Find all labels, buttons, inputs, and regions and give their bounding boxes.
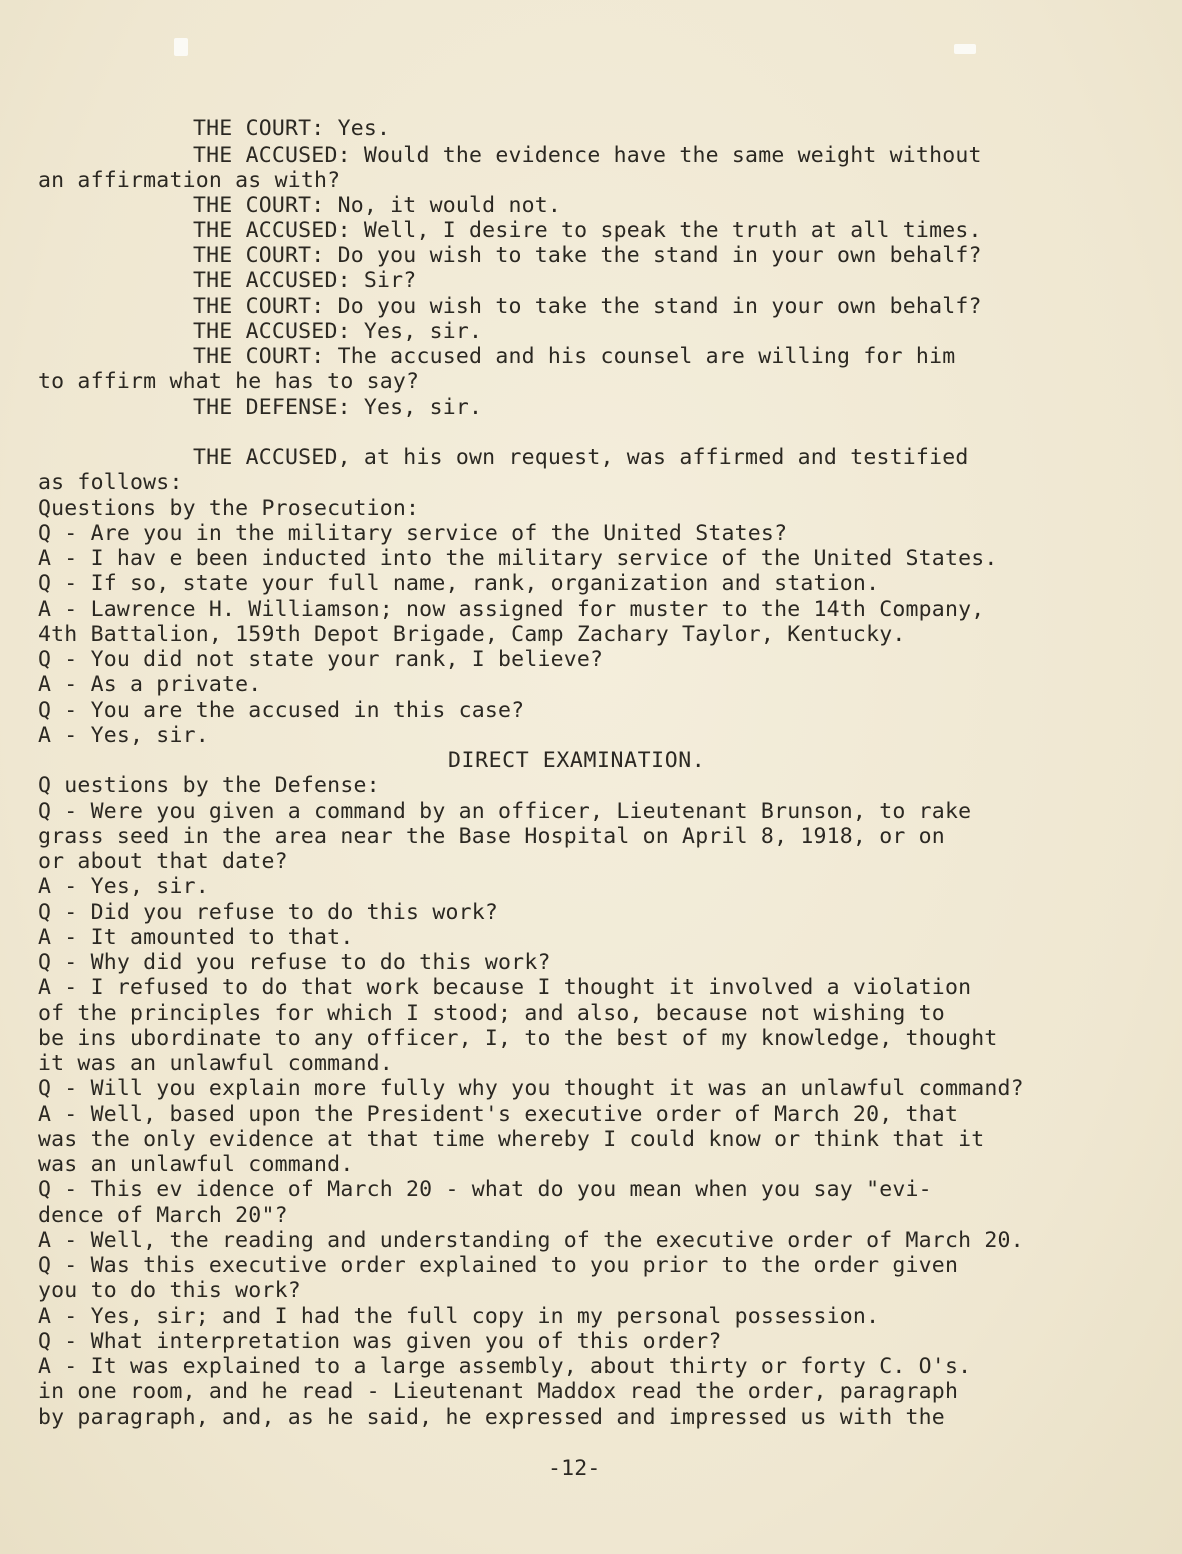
transcript-line: Q - Were you given a command by an officer, Lieutenant Brunson, to rake bbox=[38, 799, 972, 824]
transcript-line: A - I refused to do that work because I thought it involved a violation bbox=[38, 975, 972, 1000]
transcript-line: Q - Was this executive order explained to you prior to the order given bbox=[38, 1253, 959, 1278]
transcript-line: Q - Why did you refuse to do this work? bbox=[38, 950, 551, 975]
section-heading: DIRECT EXAMINATION. bbox=[448, 748, 706, 773]
transcript-line: A - Yes, sir; and I had the full copy in my personal possession. bbox=[38, 1304, 880, 1329]
transcript-line: or about that date? bbox=[38, 849, 288, 874]
hole-punch-mark bbox=[174, 38, 188, 56]
transcript-line: Questions by the Prosecution: bbox=[38, 496, 420, 521]
transcript-line: it was an unlawful command. bbox=[38, 1051, 393, 1076]
transcript-line: A - Well, the reading and understanding of the executive order of March 20. bbox=[38, 1228, 1024, 1253]
transcript-line: THE DEFENSE: Yes, sir. bbox=[193, 395, 483, 420]
transcript-line: was the only evidence at that time whereby I could know or think that it bbox=[38, 1127, 985, 1152]
transcript-line: Q - This ev idence of March 20 - what do you mean when you say "evi- bbox=[38, 1177, 932, 1202]
transcript-line: THE ACCUSED: Would the evidence have the same weight without bbox=[193, 143, 982, 168]
transcript-line: in one room, and he read - Lieutenant Maddox read the order, paragraph bbox=[38, 1379, 959, 1404]
transcript-line: A - Well, based upon the President's executive order of March 20, that bbox=[38, 1102, 959, 1127]
transcript-line: of the principles for which I stood; and also, because not wishing to bbox=[38, 1001, 945, 1026]
transcript-line: dence of March 20"? bbox=[38, 1203, 288, 1228]
transcript-line: A - I hav e been inducted into the military service of the United States. bbox=[38, 546, 998, 571]
page-number: -12- bbox=[548, 1456, 601, 1481]
transcript-line: Q - You are the accused in this case? bbox=[38, 698, 525, 723]
transcript-line: THE COURT: Yes. bbox=[193, 116, 391, 141]
transcript-line: 4th Battalion, 159th Depot Brigade, Camp Zachary Taylor, Kentucky. bbox=[38, 622, 906, 647]
transcript-line: A - It was explained to a large assembly, about thirty or forty C. O's. bbox=[38, 1354, 972, 1379]
transcript-line: A - It amounted to that. bbox=[38, 925, 354, 950]
transcript-line: THE ACCUSED: Well, I desire to speak the truth at all times. bbox=[193, 218, 982, 243]
transcript-line: as follows: bbox=[38, 470, 183, 495]
transcript-line: you to do this work? bbox=[38, 1278, 301, 1303]
transcript-line: A - As a private. bbox=[38, 672, 262, 697]
transcript-line: Q - You did not state your rank, I believe? bbox=[38, 647, 604, 672]
hole-punch-mark bbox=[954, 44, 976, 54]
transcript-line: grass seed in the area near the Base Hospital on April 8, 1918, or on bbox=[38, 824, 945, 849]
transcript-line: Q - What interpretation was given you of this order? bbox=[38, 1329, 722, 1354]
transcript-line: THE ACCUSED, at his own request, was affirmed and testified bbox=[193, 445, 969, 470]
transcript-line: was an unlawful command. bbox=[38, 1152, 354, 1177]
transcript-line: THE ACCUSED: Sir? bbox=[193, 268, 417, 293]
transcript-line: an affirmation as with? bbox=[38, 168, 341, 193]
transcript-line: THE COURT: The accused and his counsel are willing for him bbox=[193, 344, 956, 369]
transcript-line: Q - Will you explain more fully why you thought it was an unlawful command? bbox=[38, 1076, 1024, 1101]
transcript-line: Q - Did you refuse to do this work? bbox=[38, 900, 499, 925]
transcript-line: by paragraph, and, as he said, he expressed and impressed us with the bbox=[38, 1405, 945, 1430]
transcript-line: THE COURT: Do you wish to take the stand in your own behalf? bbox=[193, 243, 982, 268]
transcript-line: Q uestions by the Defense: bbox=[38, 773, 380, 798]
transcript-line: Q - If so, state your full name, rank, organization and station. bbox=[38, 571, 880, 596]
transcript-line: THE COURT: Do you wish to take the stand in your own behalf? bbox=[193, 294, 982, 319]
transcript-line: A - Yes, sir. bbox=[38, 723, 209, 748]
transcript-line: be ins ubordinate to any officer, I, to the best of my knowledge, thought bbox=[38, 1026, 998, 1051]
transcript-line: A - Yes, sir. bbox=[38, 874, 209, 899]
transcript-line: A - Lawrence H. Williamson; now assigned for muster to the 14th Company, bbox=[38, 597, 985, 622]
transcript-line: to affirm what he has to say? bbox=[38, 369, 420, 394]
transcript-line: THE ACCUSED: Yes, sir. bbox=[193, 319, 483, 344]
transcript-line: THE COURT: No, it would not. bbox=[193, 193, 562, 218]
transcript-line: Q - Are you in the military service of the United States? bbox=[38, 521, 788, 546]
